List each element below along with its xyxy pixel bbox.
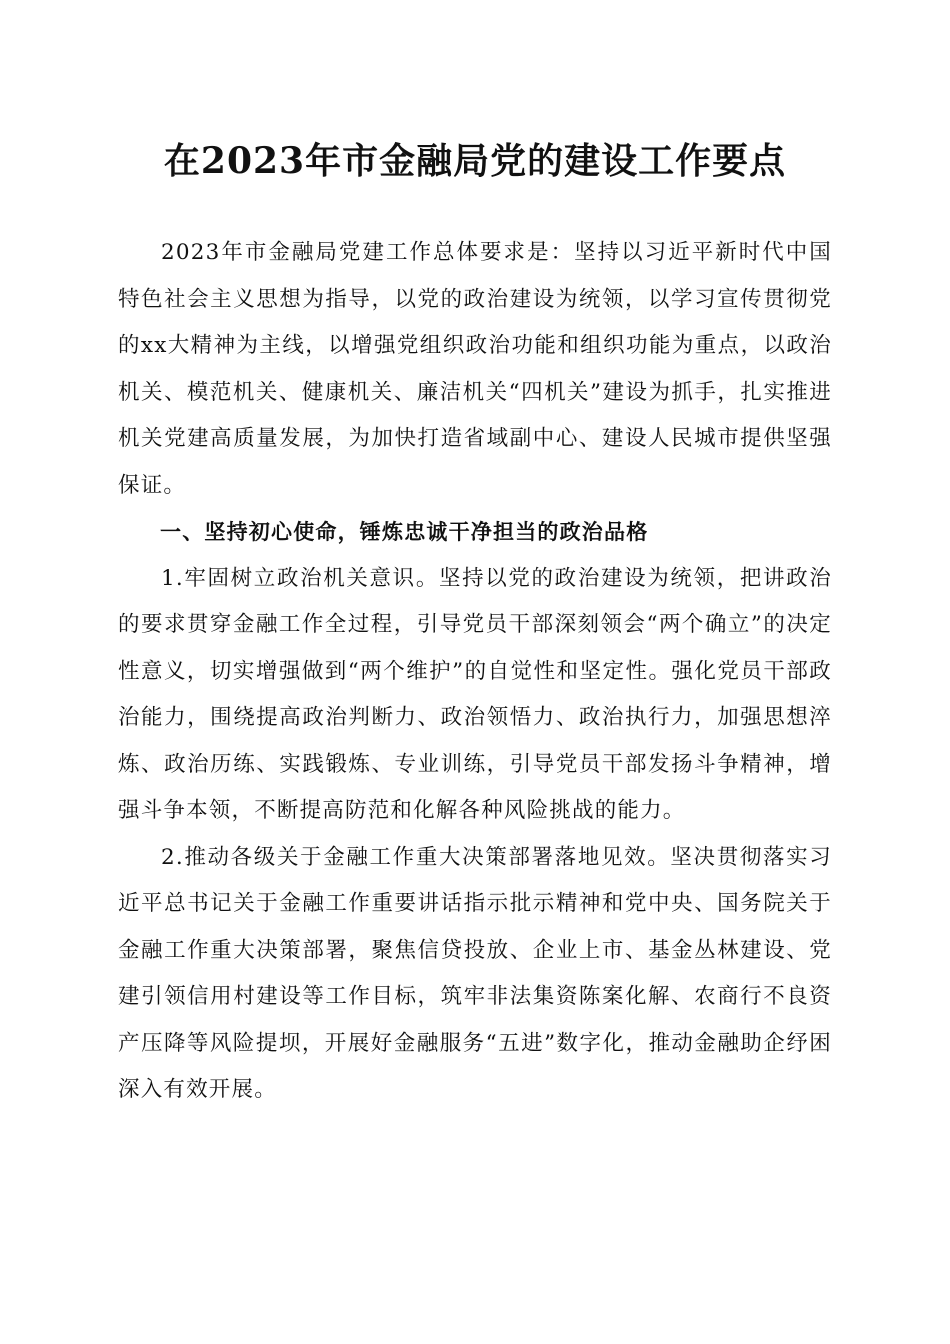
intro-paragraph: 2023年市金融局党建工作总体要求是：坚持以习近平新时代中国特色社会主义思想为指导，以党的政治建设为统领，以学习宣传贯彻党的xx大精神为主线，以增强党组织政治功能和组织功能为重点，以政治机关、模范机关、健康机关、廉洁机关“四机关”建设为抓手，扎实推进机关党建高质量发展，为加快打造省域副中心、建设人民城市提供坚强保证。: [118, 240, 832, 498]
document-title: 在2023年市金融局党的建设工作要点: [163, 140, 787, 182]
item-paragraph-2: 2.推动各级关于金融工作重大决策部署落地见效。坚决贯彻落实习近平总书记关于金融工作重要讲话指示批示精神和党中央、国务院关于金融工作重大决策部署，聚焦信贷投放、企业上市、基金丛林建设、党建引领信用村建设等工作目标，筑牢非法集资陈案化解、农商行不良资产压降等风险提坝，开展好金融服务“五进”数字化，推动金融助企纾困深入有效开展。: [118, 844, 832, 1102]
section-heading-1: 一、坚持初心使命，锤炼忠诚干净担当的政治品格: [160, 520, 649, 544]
document-body: [118, 230, 832, 1114]
item-paragraph-1: 1.牢固树立政治机关意识。坚持以党的政治建设为统领，把讲政治的要求贯穿金融工作全过程，引导党员干部深刻领会“两个确立”的决定性意义，切实增强做到“两个维护”的自觉性和坚定性。强化党员干部政治能力，围绕提高政治判断力、政治领悟力、政治执行力，加强思想淬炼、政治历练、实践锻炼、专业训练，引导党员干部发扬斗争精神，增强斗争本领，不断提高防范和化解各种风险挑战的能力。: [118, 565, 832, 823]
